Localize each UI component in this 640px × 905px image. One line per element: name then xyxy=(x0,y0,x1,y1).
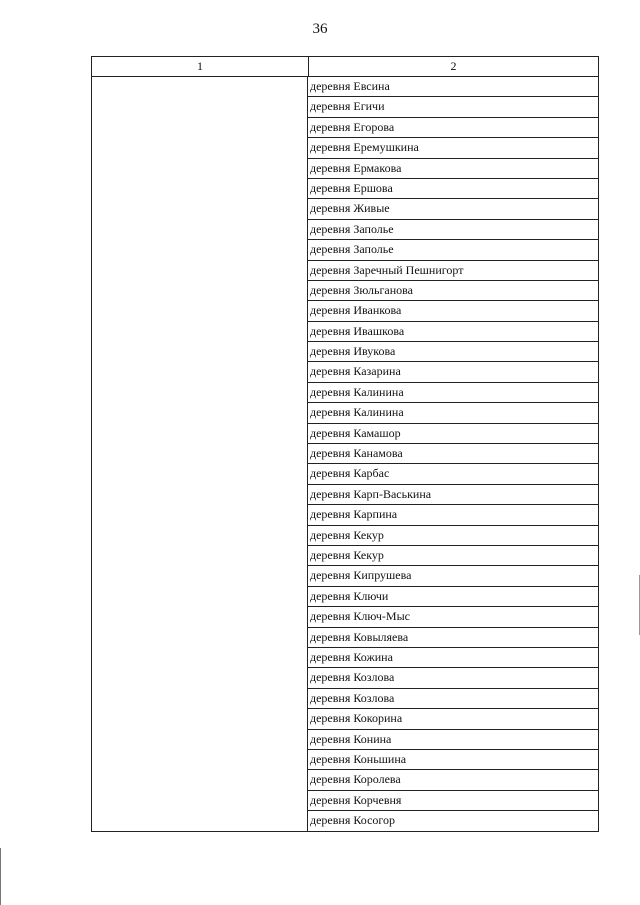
column-header-1: 1 xyxy=(92,57,309,76)
column-header-2: 2 xyxy=(450,59,457,73)
table-row: деревня Кекур xyxy=(308,546,598,566)
column-2-list xyxy=(308,77,598,831)
table-row: деревня Карпина xyxy=(308,505,598,525)
table-row: деревня Заполье xyxy=(308,220,598,240)
table-row: деревня Кипрушева xyxy=(308,566,598,586)
table-row: деревня Ермакова xyxy=(308,159,598,179)
table-header-row xyxy=(92,57,598,77)
table-row: деревня Канамова xyxy=(308,444,598,464)
table-row: деревня Козлова xyxy=(308,689,598,709)
table-row: деревня Коньшина xyxy=(308,750,598,770)
table-row: деревня Зюльганова xyxy=(308,281,598,301)
table-row: деревня Камашор xyxy=(308,424,598,444)
table-row: деревня Егичи xyxy=(308,97,598,117)
table-row: деревня Кожина xyxy=(308,648,598,668)
scan-edge-mark xyxy=(0,848,1,905)
table-row: деревня Кокорина xyxy=(308,709,598,729)
table-row: деревня Живые xyxy=(308,199,598,219)
table-row: деревня Ключи xyxy=(308,587,598,607)
table-body xyxy=(92,77,598,831)
table-row: деревня Заполье xyxy=(308,240,598,260)
table-row: деревня Егорова xyxy=(308,118,598,138)
table-row: деревня Казарина xyxy=(308,362,598,382)
table-row: деревня Еремушкина xyxy=(308,138,598,158)
table-row: деревня Конина xyxy=(308,730,598,750)
table-row: деревня Королева xyxy=(308,770,598,790)
table-row: деревня Ковыляева xyxy=(308,628,598,648)
column-1-empty-cell xyxy=(92,77,308,831)
page-number: 36 xyxy=(312,21,328,37)
table-row: деревня Ершова xyxy=(308,179,598,199)
table-row: деревня Иванкова xyxy=(308,301,598,321)
table-row: деревня Корчевня xyxy=(308,791,598,811)
table-row: деревня Ивукова xyxy=(308,342,598,362)
table-row: деревня Евсина xyxy=(308,77,598,97)
table-row: деревня Карп-Васькина xyxy=(308,485,598,505)
table-row: деревня Карбас xyxy=(308,464,598,484)
table-row: деревня Ключ-Мыс xyxy=(308,607,598,627)
table-row: деревня Козлова xyxy=(308,668,598,688)
table-row: деревня Калинина xyxy=(308,383,598,403)
table-row: деревня Кекур xyxy=(308,526,598,546)
table-row: деревня Калинина xyxy=(308,403,598,423)
table-row: деревня Ивашкова xyxy=(308,322,598,342)
table-row: деревня Заречный Пешнигорт xyxy=(308,261,598,281)
table-row: деревня Косогор xyxy=(310,813,396,828)
settlements-table xyxy=(91,56,599,832)
